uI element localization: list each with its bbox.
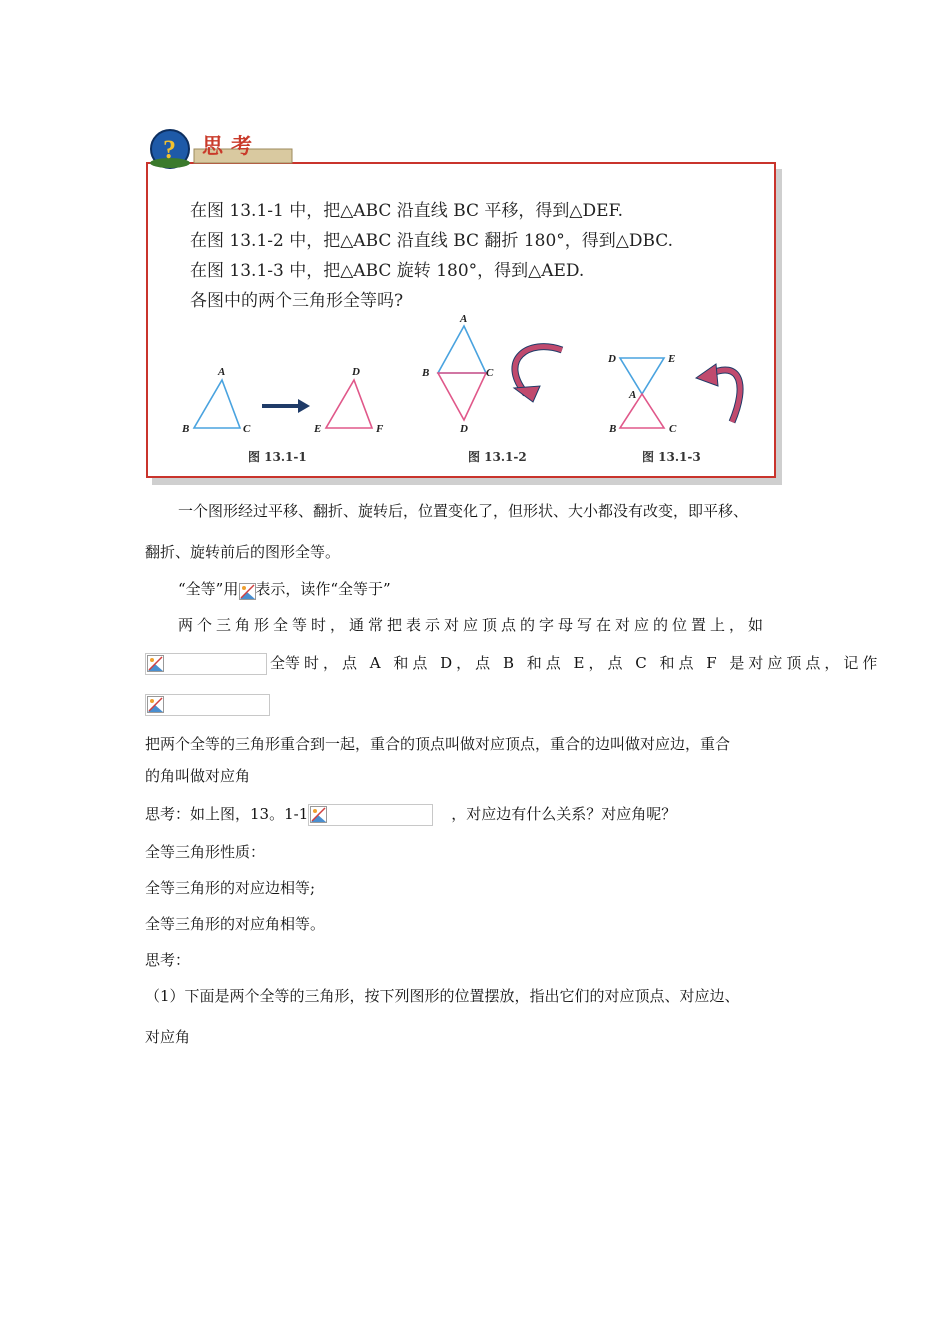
- para-5-image: [145, 694, 270, 716]
- para-13: 对应角: [145, 1028, 191, 1046]
- figures-diagram: [148, 164, 774, 476]
- para-12a: （1）下面是两个全等的三角形，按下列图形的: [145, 987, 455, 1005]
- para-10: 全等三角形的对应角相等。: [145, 915, 326, 933]
- para-9: 全等三角形的对应边相等;: [145, 879, 316, 897]
- para-4b: 等时，点 A 和点 D，点 B 和点 E，点 C 和点 F 是对应顶点，记作: [285, 654, 882, 672]
- triangle-dbc: [438, 373, 486, 420]
- triangle-abc-2: [438, 326, 486, 373]
- label-b: B: [182, 423, 190, 435]
- para-3: 两个三角形全等时，通常把表示对应顶点的字母写在对应的位置上，如: [178, 616, 768, 634]
- para-1a: 一个图形经过平移、翻折、旋转后，位置变化了，但形状、大小都没有改变，即平移、: [178, 502, 749, 520]
- para-2a: “全等”用: [178, 580, 239, 598]
- label-a-3: A: [629, 389, 637, 401]
- triangle-aed: [620, 358, 664, 394]
- think-line-4: 各图中的两个三角形全等吗?: [190, 291, 404, 311]
- para-5: 把两个全等的三角形重合到一起，重合的顶点叫做对应顶点，重合的边叫做对应边，重合: [145, 735, 731, 753]
- para-6: 的角叫做对应角: [145, 767, 251, 785]
- think-box-frame: [146, 162, 776, 478]
- label-c: C: [243, 423, 251, 435]
- triangle-def: [326, 380, 372, 428]
- broken-image-icon: [145, 694, 270, 716]
- curved-arrow-head-icon-2: [696, 364, 718, 386]
- label-b-2: B: [422, 367, 430, 379]
- para-1b: 翻折、旋转前后的图形全等。: [145, 543, 341, 561]
- label-f: F: [376, 423, 384, 435]
- think-line-1: 在图 13.1-1 中，把△ABC 沿直线 BC 平移，得到△DEF.: [190, 201, 624, 221]
- para-4a: 全: [270, 654, 286, 672]
- label-a: A: [218, 366, 226, 378]
- triangle-abc: [194, 380, 240, 428]
- caption-fig-3: 图 13.1-3: [642, 450, 701, 464]
- para-7b: ，对应边有什么关系？对应角呢？: [451, 805, 677, 823]
- para-11: 思考：: [145, 951, 191, 969]
- para-12b: 位置摆放，指出它们的对应顶点、对应边、: [454, 987, 740, 1005]
- label-c-2: C: [486, 367, 494, 379]
- svg-text:?: ?: [163, 135, 176, 164]
- broken-image-icon: [238, 582, 255, 599]
- curved-arrow-head-icon: [514, 386, 540, 402]
- think-line-2: 在图 13.1-2 中，把△ABC 沿直线 BC 翻折 180°，得到△DBC.: [190, 231, 674, 251]
- label-b-3: B: [609, 423, 617, 435]
- arrow-head-icon: [298, 399, 310, 413]
- think-box: [146, 162, 780, 484]
- triangle-abc-3: [620, 394, 664, 428]
- label-d-3: D: [608, 353, 616, 365]
- think-badge: [146, 127, 296, 169]
- think-line-3: 在图 13.1-3 中，把△ABC 旋转 180°，得到△AED.: [190, 261, 585, 281]
- label-a-2: A: [460, 313, 468, 325]
- para-2: [178, 578, 391, 599]
- badge-title: 思考: [202, 133, 260, 158]
- caption-fig-1: 图 13.1-1: [248, 450, 307, 464]
- para-8: 全等三角形性质：: [145, 843, 266, 861]
- para-12: [145, 985, 740, 1006]
- caption-fig-2: 图 13.1-2: [468, 450, 527, 464]
- label-d: D: [352, 366, 360, 378]
- para-2b: 表示，读作“全等于”: [255, 580, 391, 598]
- broken-image-icon: [145, 653, 267, 675]
- label-e: E: [314, 423, 322, 435]
- label-e-3: E: [668, 353, 676, 365]
- broken-image-icon: [308, 804, 433, 826]
- label-d-2: D: [460, 423, 468, 435]
- para-7: [145, 803, 676, 826]
- label-c-3: C: [669, 423, 677, 435]
- para-7a: 思考：如上图，13。1-1: [145, 805, 309, 823]
- para-4: [145, 652, 881, 675]
